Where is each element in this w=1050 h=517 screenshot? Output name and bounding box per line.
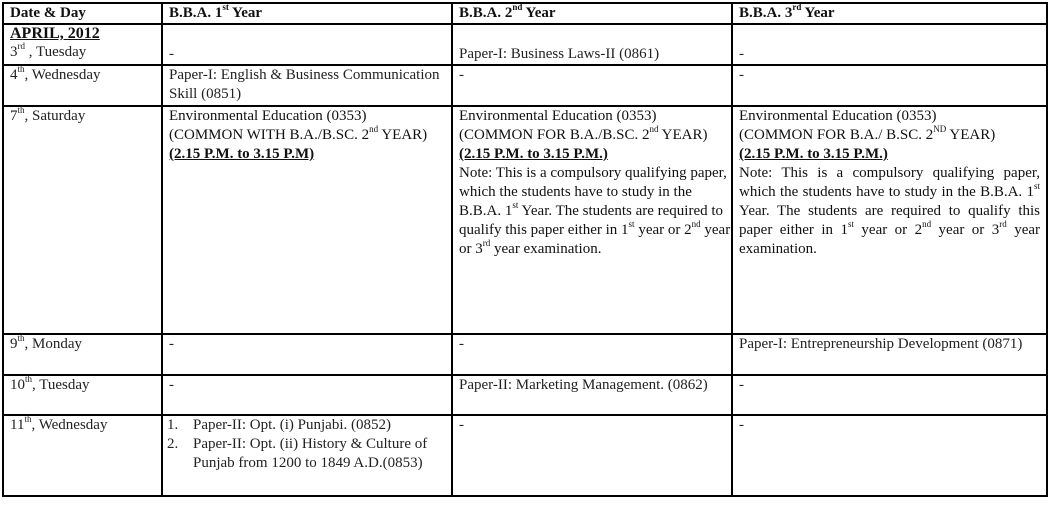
year3-cell: Environmental Education (0353) (COMMON FOR B.A./ B.SC. 2ND YEAR) (2.15 P.M. to 3.15 P.M.) Note: This is a compulsory qualifying paper, which the students have to study in the B.B.A. 1st Year. The students are required to qualify this paper either in 1st year or 2nd year or 3rd year examination. xyxy=(732,106,1047,334)
exam-time: (2.15 P.M. to 3.15 P.M) xyxy=(169,146,315,162)
year3-cell: Paper-I: Entrepreneurship Development (0871) xyxy=(732,334,1047,375)
year1-cell: - xyxy=(162,334,452,375)
month-label: APRIL, 2012 xyxy=(10,25,100,42)
table-row xyxy=(3,24,1047,65)
table-row xyxy=(3,415,1047,496)
exam-schedule-table xyxy=(2,2,1048,497)
date-cell: 7th, Saturday xyxy=(3,106,162,334)
exam-time: (2.15 P.M. to 3.15 P.M.) xyxy=(739,146,888,162)
list-item: 1. Paper-II: Opt. (i) Punjabi. (0852) xyxy=(167,417,391,433)
year1-cell: Paper-I: English & Business Communication Skill (0851) xyxy=(162,65,452,106)
year3-cell: - xyxy=(732,375,1047,415)
date-cell: 10th, Tuesday xyxy=(3,375,162,415)
list-item: 2. Paper-II: Opt. (ii) History & Culture of Punjab from 1200 to 1849 A.D.(0853) xyxy=(167,436,428,471)
date-cell: APRIL, 2012 3rd , Tuesday xyxy=(3,24,162,65)
header-year1: B.B.A. 1st Year xyxy=(162,3,452,24)
header-row xyxy=(3,3,1047,24)
year2-cell: - xyxy=(452,65,732,106)
header-year3: B.B.A. 3rd Year xyxy=(732,3,1047,24)
header-year2: B.B.A. 2nd Year xyxy=(452,3,732,24)
note-text: Note: This is a compulsory qualifying paper, which the students have to study in the B.B.A. 1st Year. The students are required to qualify this paper either in 1st year or 2nd year or 3rd year examination. xyxy=(739,165,1041,257)
table-row xyxy=(3,334,1047,375)
year3-cell: - xyxy=(732,24,1047,65)
year2-cell: Environmental Education (0353) (COMMON FOR B.A./B.SC. 2nd YEAR) (2.15 P.M. to 3.15 P.M.) Note: This is a compulsory qualifying paper, which the students have to study in the B.B.A. 1st Year. The students are required to qualify this paper either in 1st year or 2nd year or 3rd year examination. xyxy=(452,106,732,334)
year3-cell: - xyxy=(732,65,1047,106)
year1-cell: Environmental Education (0353) (COMMON WITH B.A./B.SC. 2nd YEAR) (2.15 P.M. to 3.15 P.M) xyxy=(162,106,452,334)
date-cell: 9th, Monday xyxy=(3,334,162,375)
year1-cell: - xyxy=(162,375,452,415)
header-date-day: Date & Day xyxy=(3,3,162,24)
year2-cell: - xyxy=(452,415,732,496)
paper-options-list xyxy=(169,416,451,473)
date-cell: 11th, Wednesday xyxy=(3,415,162,496)
date-cell: 4th, Wednesday xyxy=(3,65,162,106)
table-row xyxy=(3,375,1047,415)
year2-cell: Paper-I: Business Laws-II (0861) xyxy=(452,24,732,65)
year3-cell: - xyxy=(732,415,1047,496)
exam-time: (2.15 P.M. to 3.15 P.M.) xyxy=(459,146,608,162)
year2-cell: Paper-II: Marketing Management. (0862) xyxy=(452,375,732,415)
table-row xyxy=(3,65,1047,106)
table-row xyxy=(3,106,1047,334)
year1-cell xyxy=(162,415,452,496)
year2-cell: - xyxy=(452,334,732,375)
note-text: Note: This is a compulsory qualifying paper, which the students have to study in the B.B.A. 1st Year. The students are required to qualify this paper either in 1st year or 2nd year or 3rd year examination. xyxy=(459,165,731,257)
year1-cell: - xyxy=(162,24,452,65)
